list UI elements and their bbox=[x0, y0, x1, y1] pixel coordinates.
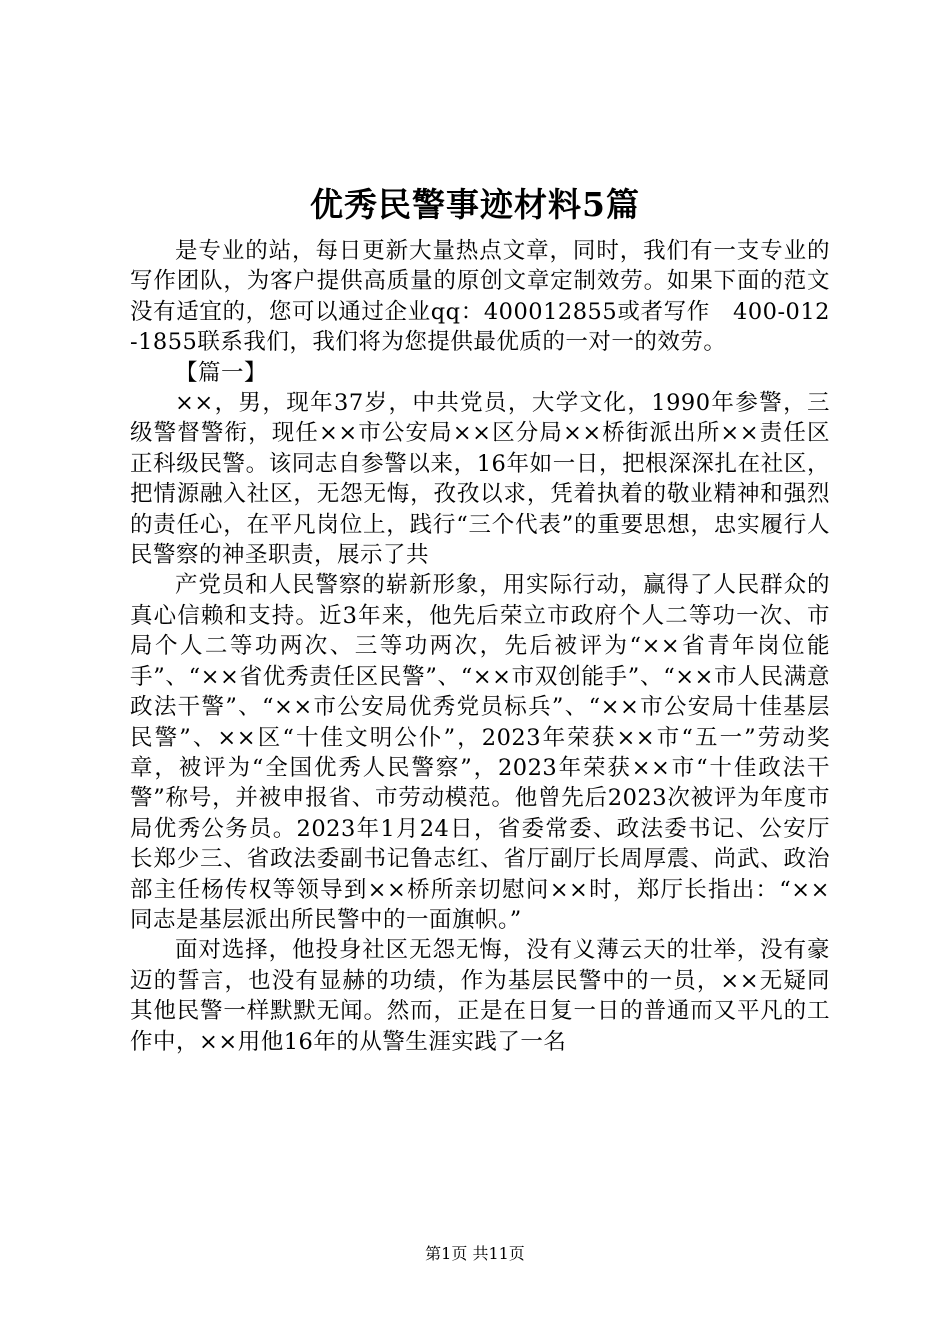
intro-paragraph: 是专业的站，每日更新大量热点文章，同时，我们有一支专业的写作团队，为客户提供高质量的原创文章定制效劳。如果下面的范文没有适宜的，您可以通过企业qq：400012855或者写作 400-012-1855联系我们，我们将为您提供最优质的一对一的效劳。 bbox=[130, 238, 830, 356]
section-heading: 【篇一】 bbox=[175, 359, 268, 386]
body-paragraph: 面对选择，他投身社区无怨无悔，没有义薄云天的壮举，没有豪迈的誓言，也没有显赫的功绩，作为基层民警中的一员，××无疑同其他民警一样默默无闻。然而，正是在日复一日的普通而又平凡的工作中，××用他16年的从警生涯实践了一名 bbox=[130, 937, 830, 1055]
document-title: 优秀民警事迹材料5篇 bbox=[310, 185, 640, 224]
page-footer: 第1页 共11页 bbox=[425, 1244, 525, 1263]
body-paragraph: 产党员和人民警察的崭新形象，用实际行动，赢得了人民群众的真心信赖和支持。近3年来，他先后荣立市政府个人二等功一次、市局个人二等功两次、三等功两次，先后被评为“××省青年岗位能手”、“××省优秀责任区民警”、“××市双创能手”、“××市人民满意政法干警”、“××市公安局优秀党员标兵”、“××市公安局十佳基层民警”、××区“十佳文明公仆”，2023年荣获××市“五一”劳动奖章，被评为“全国优秀人民警察”，2023年荣获××市“十佳政法干警”称号，并被申报省、市劳动模范。他曾先后2023次被评为年度市局优秀公务员。2023年1月24日，省委常委、政法委书记、公安厅长郑少三、省政法委副书记鲁志红、省厅副厅长周厚震、尚武、政治部主任杨传权等领导到××桥所亲切慰问××时，郑厅长指出：“××同志是基层派出所民警中的一面旗帜。” bbox=[130, 572, 830, 933]
body-paragraph: ××，男，现年37岁，中共党员，大学文化，1990年参警，三级警督警衔，现任××市公安局××区分局××桥街派出所××责任区正科级民警。该同志自参警以来，16年如一日，把根深深扎在社区，把情源融入社区，无怨无悔，孜孜以求，凭着执着的敬业精神和强烈的责任心，在平凡岗位上，践行“三个代表”的重要思想，忠实履行人民警察的神圣职责，展示了共 bbox=[130, 390, 830, 569]
document-body bbox=[130, 236, 830, 1057]
